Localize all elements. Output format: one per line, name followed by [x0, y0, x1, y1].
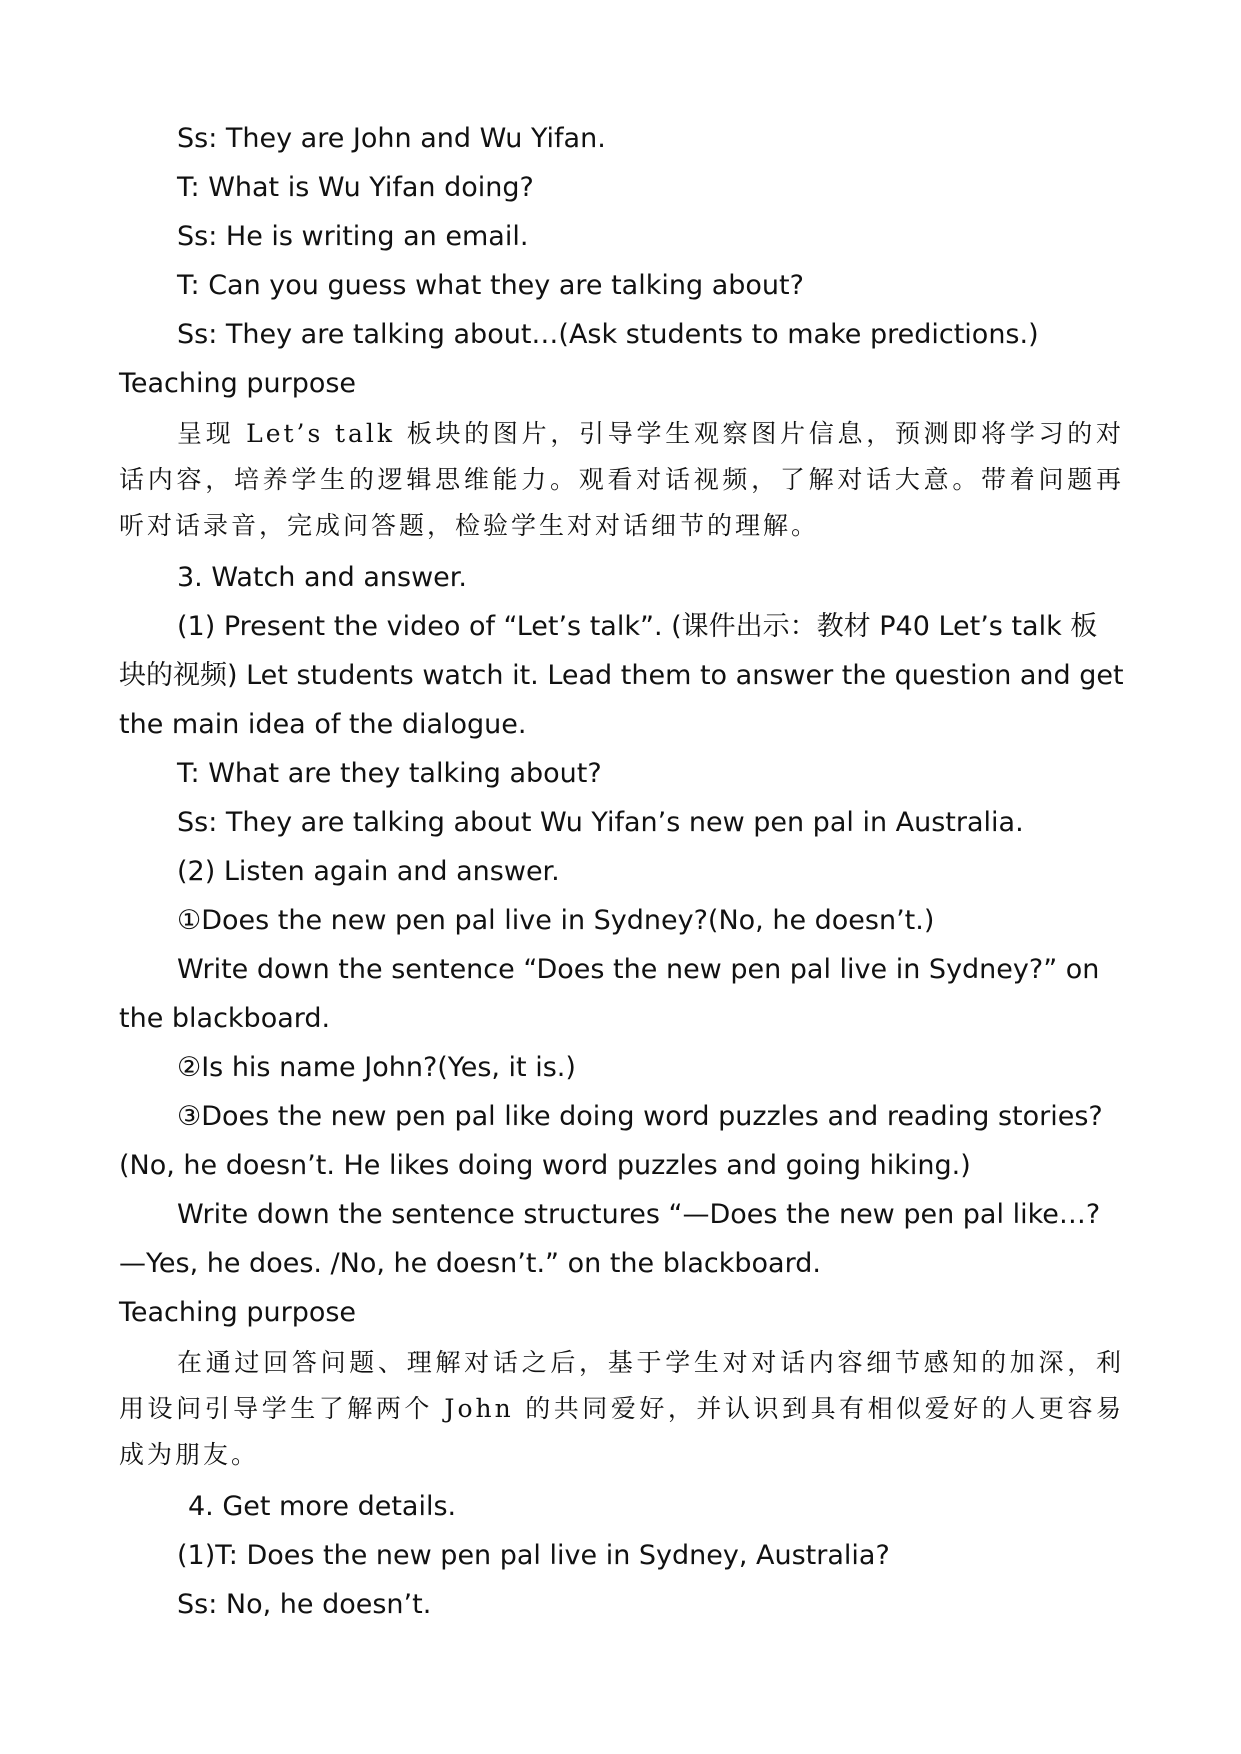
instruction-paragraph: Write down the sentence “Does the new pen pal live in Sydney?” on the blackboard. [119, 954, 1100, 1034]
step-subheading: (2) Listen again and answer. [177, 856, 560, 887]
question-line: ①Does the new pen pal live in Sydney?(No, he doesn’t.) [177, 905, 935, 936]
section-heading: Teaching purpose [119, 368, 357, 399]
dialogue-line: Ss: They are talking about…(Ask students to make predictions.) [177, 319, 1039, 350]
dialogue-line: T: What is Wu Yifan doing? [177, 172, 534, 203]
dialogue-line: T: Can you guess what they are talking about? [177, 270, 804, 301]
dialogue-line: Ss: They are John and Wu Yifan. [177, 123, 606, 154]
instruction-paragraph: Write down the sentence structures “—Does the new pen pal like…? —Yes, he does. /No, he doesn’t.” on the blackboard. [119, 1199, 1101, 1279]
step-heading: 4. Get more details. [188, 1491, 457, 1522]
dialogue-line: Ss: No, he doesn’t. [177, 1589, 432, 1620]
dialogue-line: (1)T: Does the new pen pal live in Sydney, Australia? [177, 1540, 890, 1571]
purpose-paragraph: 在通过回答问题、理解对话之后，基于学生对对话内容细节感知的加深，利用设问引导学生了解两个 John 的共同爱好，并认识到具有相似爱好的人更容易成为朋友。 [119, 1348, 1124, 1469]
question-line: ②Is his name John?(Yes, it is.) [177, 1052, 576, 1083]
instruction-paragraph: (1) Present the video of “Let’s talk”. (课件出示：教材 P40 Let’s talk 板块的视频) Let students watch it. Lead them to answer the question and get the main idea of the dialogue. [119, 611, 1124, 740]
section-heading: Teaching purpose [119, 1297, 357, 1328]
purpose-paragraph: 呈现 Let’s talk 板块的图片，引导学生观察图片信息，预测即将学习的对话内容，培养学生的逻辑思维能力。观看对话视频，了解对话大意。带着问题再听对话录音，完成问答题，检验学生对对话细节的理解。 [119, 419, 1124, 540]
dialogue-line: T: What are they talking about? [177, 758, 602, 789]
dialogue-line: Ss: They are talking about Wu Yifan’s new pen pal in Australia. [177, 807, 1024, 838]
dialogue-line: Ss: He is writing an email. [177, 221, 529, 252]
step-heading: 3. Watch and answer. [177, 562, 467, 593]
question-paragraph: ③Does the new pen pal like doing word puzzles and reading stories? (No, he doesn’t. He likes doing word puzzles and going hiking.) [119, 1101, 1103, 1181]
